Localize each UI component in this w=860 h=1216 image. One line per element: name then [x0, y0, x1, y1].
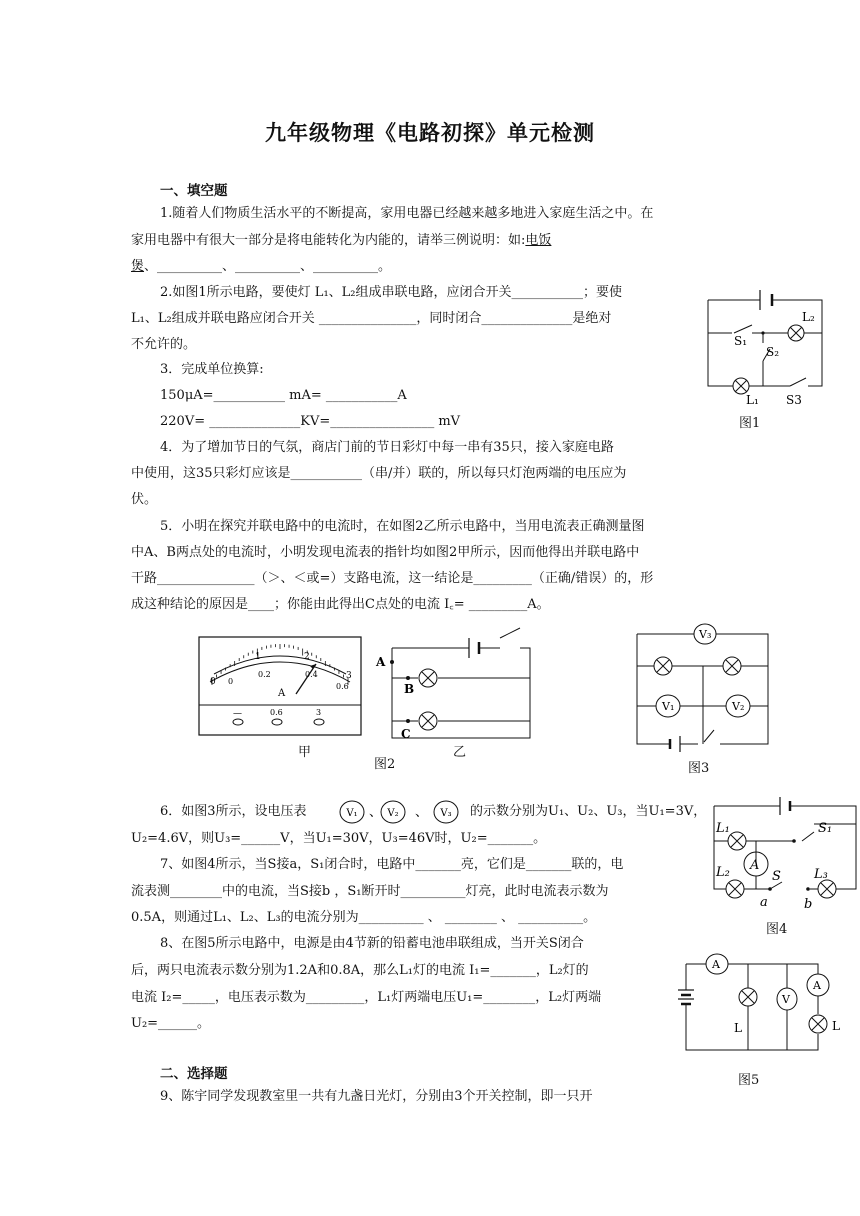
fig4-l2: L₂	[716, 865, 730, 880]
svg-text:3: 3	[346, 671, 352, 681]
svg-text:—: —	[233, 709, 242, 719]
figure-5-circuit	[676, 946, 846, 1056]
svg-text:0.6: 0.6	[336, 682, 349, 691]
q6-line-a: 6．如图3所示，设电压表	[160, 804, 307, 819]
fig4-ammeter: A	[750, 858, 760, 873]
q1-line-c: 煲、__________、__________、__________。	[131, 259, 392, 274]
inline-v3-icon	[434, 801, 458, 823]
fig2-point-a: A	[376, 655, 386, 669]
q8-line-a: 8、在图5所示电路中，电源是由4节新的铅蓄电池串联组成，当开关S闭合	[160, 936, 584, 951]
q5-line-d: 成这种结论的原因是____；你能由此得出C点处的电流 I꜀= _________A。	[131, 597, 550, 612]
fig4-l3: L₃	[814, 867, 828, 882]
fig2-point-b: B	[404, 682, 415, 696]
fig1-label-l1: L₁	[746, 393, 759, 407]
figure-2-caption: 图2	[374, 757, 396, 772]
q6-line-b: 的示数分别为U₁、U₂、U₃，当U₁=3V，	[470, 804, 707, 819]
q4-line-c: 伏。	[131, 492, 158, 507]
figure-1-circuit	[700, 283, 830, 418]
figure-4-caption: 图4	[766, 922, 788, 937]
figure-2-label-yi: 乙	[453, 745, 467, 760]
q5-line-c: 干路_______________（＞、＜或=）支路电流，这一结论是_________（正确/错误）的，形	[131, 571, 654, 586]
svg-text:、: 、	[415, 805, 429, 820]
q7-line-b: 流表测________中的电流，当S接b ，S₁断开时__________灯亮，此时电流表示数为	[131, 884, 609, 899]
figure-2-ammeter	[198, 636, 363, 738]
q5-line-b: 中A、B两点处的电流时，小明发现电流表的指针均如图2甲所示，因而他得出并联电路中	[131, 545, 640, 560]
figure-1-caption: 图1	[739, 416, 761, 431]
fig4-b: b	[804, 897, 813, 912]
section-choice: 二、选择题	[160, 1066, 228, 1082]
fig1-label-s1: S₁	[734, 334, 748, 348]
figure-3-circuit	[632, 618, 774, 750]
q5-line-a: 5．小明在探究并联电路中的电流时，在如图2乙所示电路中，当用电流表正确测量图	[160, 519, 645, 534]
q2-line-c: 不允许的。	[131, 337, 197, 352]
q1-line-a: 1.随着人们物质生活水平的不断提高，家用电器已经越来越多地进入家庭生活之中。在	[160, 206, 654, 221]
svg-text:1: 1	[255, 652, 261, 662]
svg-text:0.2: 0.2	[258, 670, 271, 679]
svg-text:0.4: 0.4	[305, 670, 318, 679]
figure-2-circuit	[372, 618, 537, 746]
fig5-lamp-left: L	[734, 1021, 742, 1035]
svg-text:、: 、	[369, 805, 383, 820]
q2-line-a: 2.如图1所示电路，要使灯 L₁、L₂组成串联电路，应闭合开关___________；要使	[160, 285, 622, 300]
q6-line-c: U₂=4.6V，则U₃=______V，当U₁=30V，U₃=46V时，U₂=_______。	[131, 831, 547, 846]
inline-v1-icon	[340, 801, 364, 823]
fig2-point-c: C	[401, 727, 411, 741]
inline-v2-icon	[381, 801, 405, 823]
q7-line-a: 7、如图4所示，当S接a，S₁闭合时，电路中_______亮，它们是_______联的，电	[160, 857, 624, 872]
fig4-s: S	[772, 869, 781, 884]
svg-text:2: 2	[304, 652, 310, 662]
fig4-l1: L₁	[716, 821, 730, 836]
q1-line-b: 家用电器中有很大一部分是将电能转化为内能的，请举三例说明：如:电饭	[131, 233, 552, 248]
figure-4-circuit	[710, 794, 860, 912]
fig4-s1: S₁	[818, 821, 833, 836]
q4-line-b: 中使用，这35只彩灯应该是___________（串/并）联的，所以每只灯泡两端的电压应为	[131, 466, 627, 481]
fig1-label-s3: S3	[786, 393, 802, 407]
fig5-voltmeter: V	[782, 993, 790, 1006]
fig5-ammeter-1: A	[712, 958, 720, 971]
fig3-v3: V₃	[699, 628, 712, 641]
figure-5-caption: 图5	[738, 1073, 760, 1088]
fig1-label-s2: S₂	[766, 345, 780, 359]
fig5-ammeter-2: A	[813, 979, 821, 992]
fig1-label-l2: L₂	[802, 310, 815, 324]
q3-line-c: 220V= ______________KV=________________ mV	[160, 414, 461, 429]
q1-example: 电饭	[525, 233, 552, 248]
svg-text:V₁: V₁	[346, 808, 358, 819]
svg-text:V₂: V₂	[387, 808, 399, 819]
svg-text:0: 0	[228, 677, 234, 686]
page-title: 九年级物理《电路初探》单元检测	[265, 121, 595, 145]
fig3-v2: V₂	[732, 700, 745, 713]
svg-text:V₃: V₃	[440, 808, 452, 819]
svg-text:A: A	[278, 688, 286, 699]
q7-line-c: 0.5A，则通过L₁、L₂、L₃的电流分别为__________ 、 ________ 、 __________。	[131, 910, 597, 925]
fig5-lamp-right: L	[832, 1019, 840, 1033]
svg-text:0.6: 0.6	[270, 708, 283, 717]
q4-line-a: 4．为了增加节日的气氛，商店门前的节日彩灯中每一串有35只，接入家庭电路	[160, 440, 614, 455]
inline-voltmeters	[338, 798, 470, 828]
section-fill-blank: 一、填空题	[160, 183, 228, 199]
figure-3-caption: 图3	[688, 761, 710, 776]
q2-line-b: L₁、L₂组成并联电路应闭合开关 _______________，同时闭合______________是绝对	[131, 311, 612, 326]
q8-line-c: 电流 I₂=_____，电压表示数为_________，L₁灯两端电压U₁=________，L₂灯两端	[131, 990, 602, 1005]
q8-line-d: U₂=______。	[131, 1016, 211, 1031]
q9-line-a: 9、陈宇同学发现教室里一共有九盏日光灯，分别由3个开关控制，即一只开	[160, 1089, 593, 1104]
svg-text:0: 0	[210, 677, 216, 687]
fig4-a: a	[760, 895, 768, 910]
q3-line-b: 150μA=___________ mA= ___________A	[160, 388, 407, 403]
fig3-v1: V₁	[662, 700, 675, 713]
q8-line-b: 后，两只电流表示数分别为1.2A和0.8A，那么L₁灯的电流 I₁=_______，L₂灯的	[131, 963, 589, 978]
q3-line-a: 3．完成单位换算:	[160, 362, 264, 377]
svg-text:3: 3	[316, 708, 322, 717]
figure-2-label-jia: 甲	[298, 745, 312, 760]
